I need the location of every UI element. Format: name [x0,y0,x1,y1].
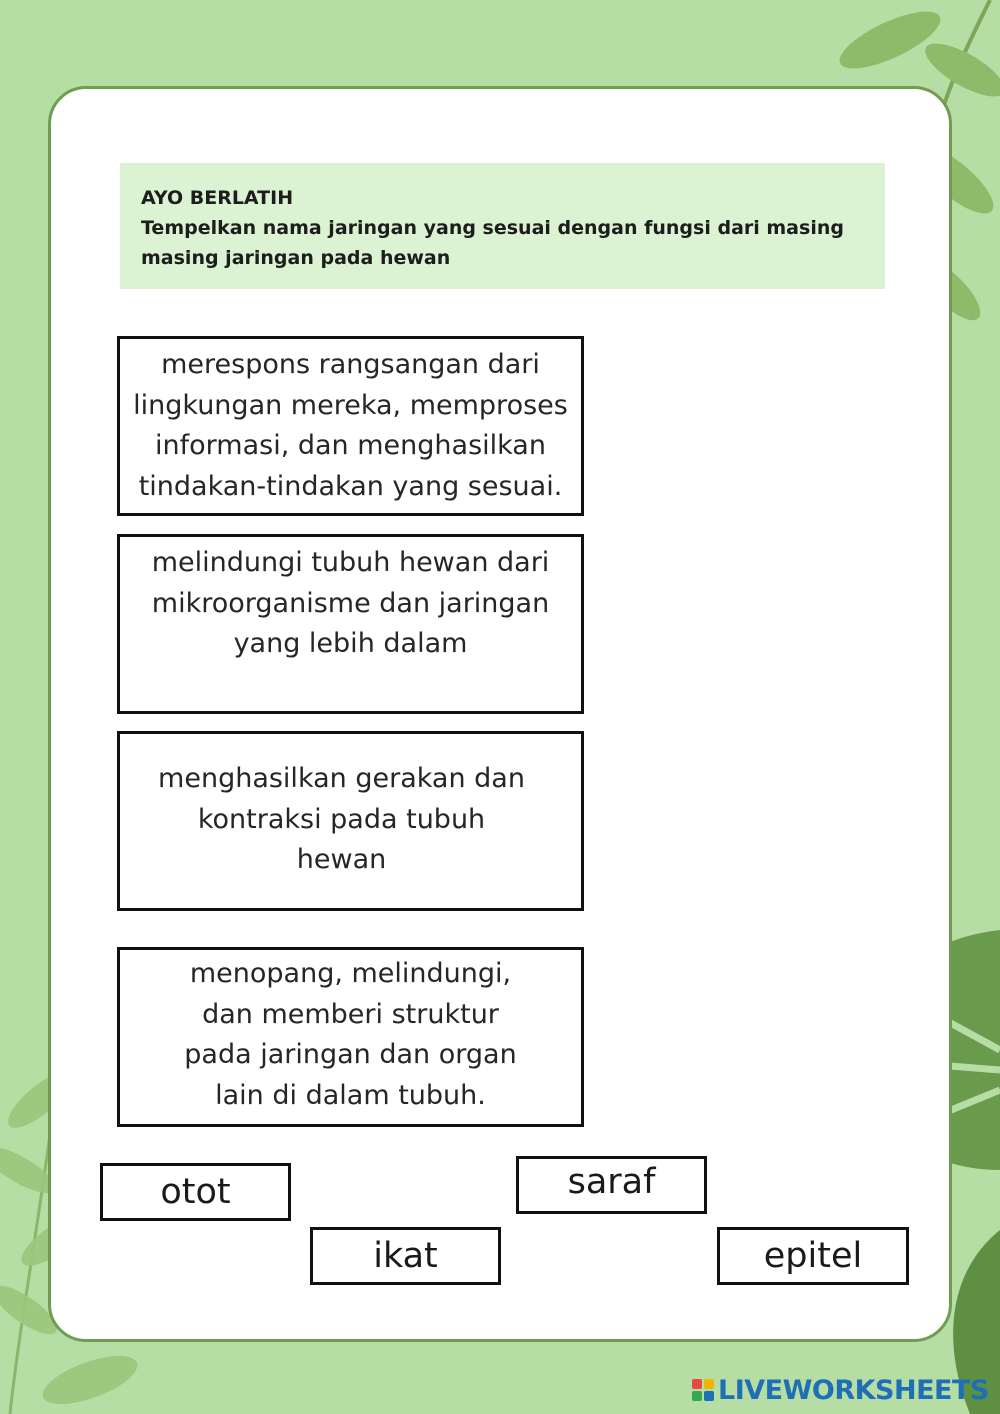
liveworksheets-logo[interactable] [692,1372,989,1408]
logo-text: LIVEWORKSHEETS [718,1374,989,1406]
function-box-ikat-target[interactable] [117,947,584,1127]
function-text-line: pada jaringan dan organ [184,1039,517,1070]
function-text-line: kontraksi pada tubuh [197,803,486,835]
function-text-line: lain di dalam tubuh. [215,1079,486,1111]
header-title: AYO BERLATIH [141,187,294,209]
instruction-line-1: Tempelkan nama jaringan yang sesuai dengan fungsi dari masing [141,217,844,239]
function-text-line: yang lebih dalam [233,628,468,659]
function-text-line: tindakan-tindakan yang sesuai. [138,470,563,502]
instruction-header [120,163,885,289]
function-text-line: dan memberi struktur [202,998,499,1030]
instruction-line-2: masing jaringan pada hewan [141,247,451,269]
function-text-line: informasi, dan menghasilkan [155,430,546,461]
function-box-epitel-target[interactable] [117,534,584,714]
function-box-otot-target[interactable] [117,731,584,911]
function-text-line: merespons rangsangan dari [161,349,540,380]
liveworksheets-logo-icon [692,1379,714,1401]
function-text-line: mikroorganisme dan jaringan [151,587,550,619]
word-card-otot[interactable]: otot [100,1163,291,1221]
word-card-saraf[interactable]: saraf [516,1156,707,1214]
function-box-saraf-target[interactable] [117,336,584,516]
word-card-ikat[interactable]: ikat [310,1227,501,1285]
word-card-epitel[interactable]: epitel [717,1227,909,1285]
function-text-line: melindungi tubuh hewan dari [151,547,550,578]
function-text-line: menghasilkan gerakan dan [158,763,525,794]
function-text-line: hewan [296,844,387,875]
function-text-line: menopang, melindungi, [189,958,512,989]
function-text-line: lingkungan mereka, memproses [133,389,568,421]
